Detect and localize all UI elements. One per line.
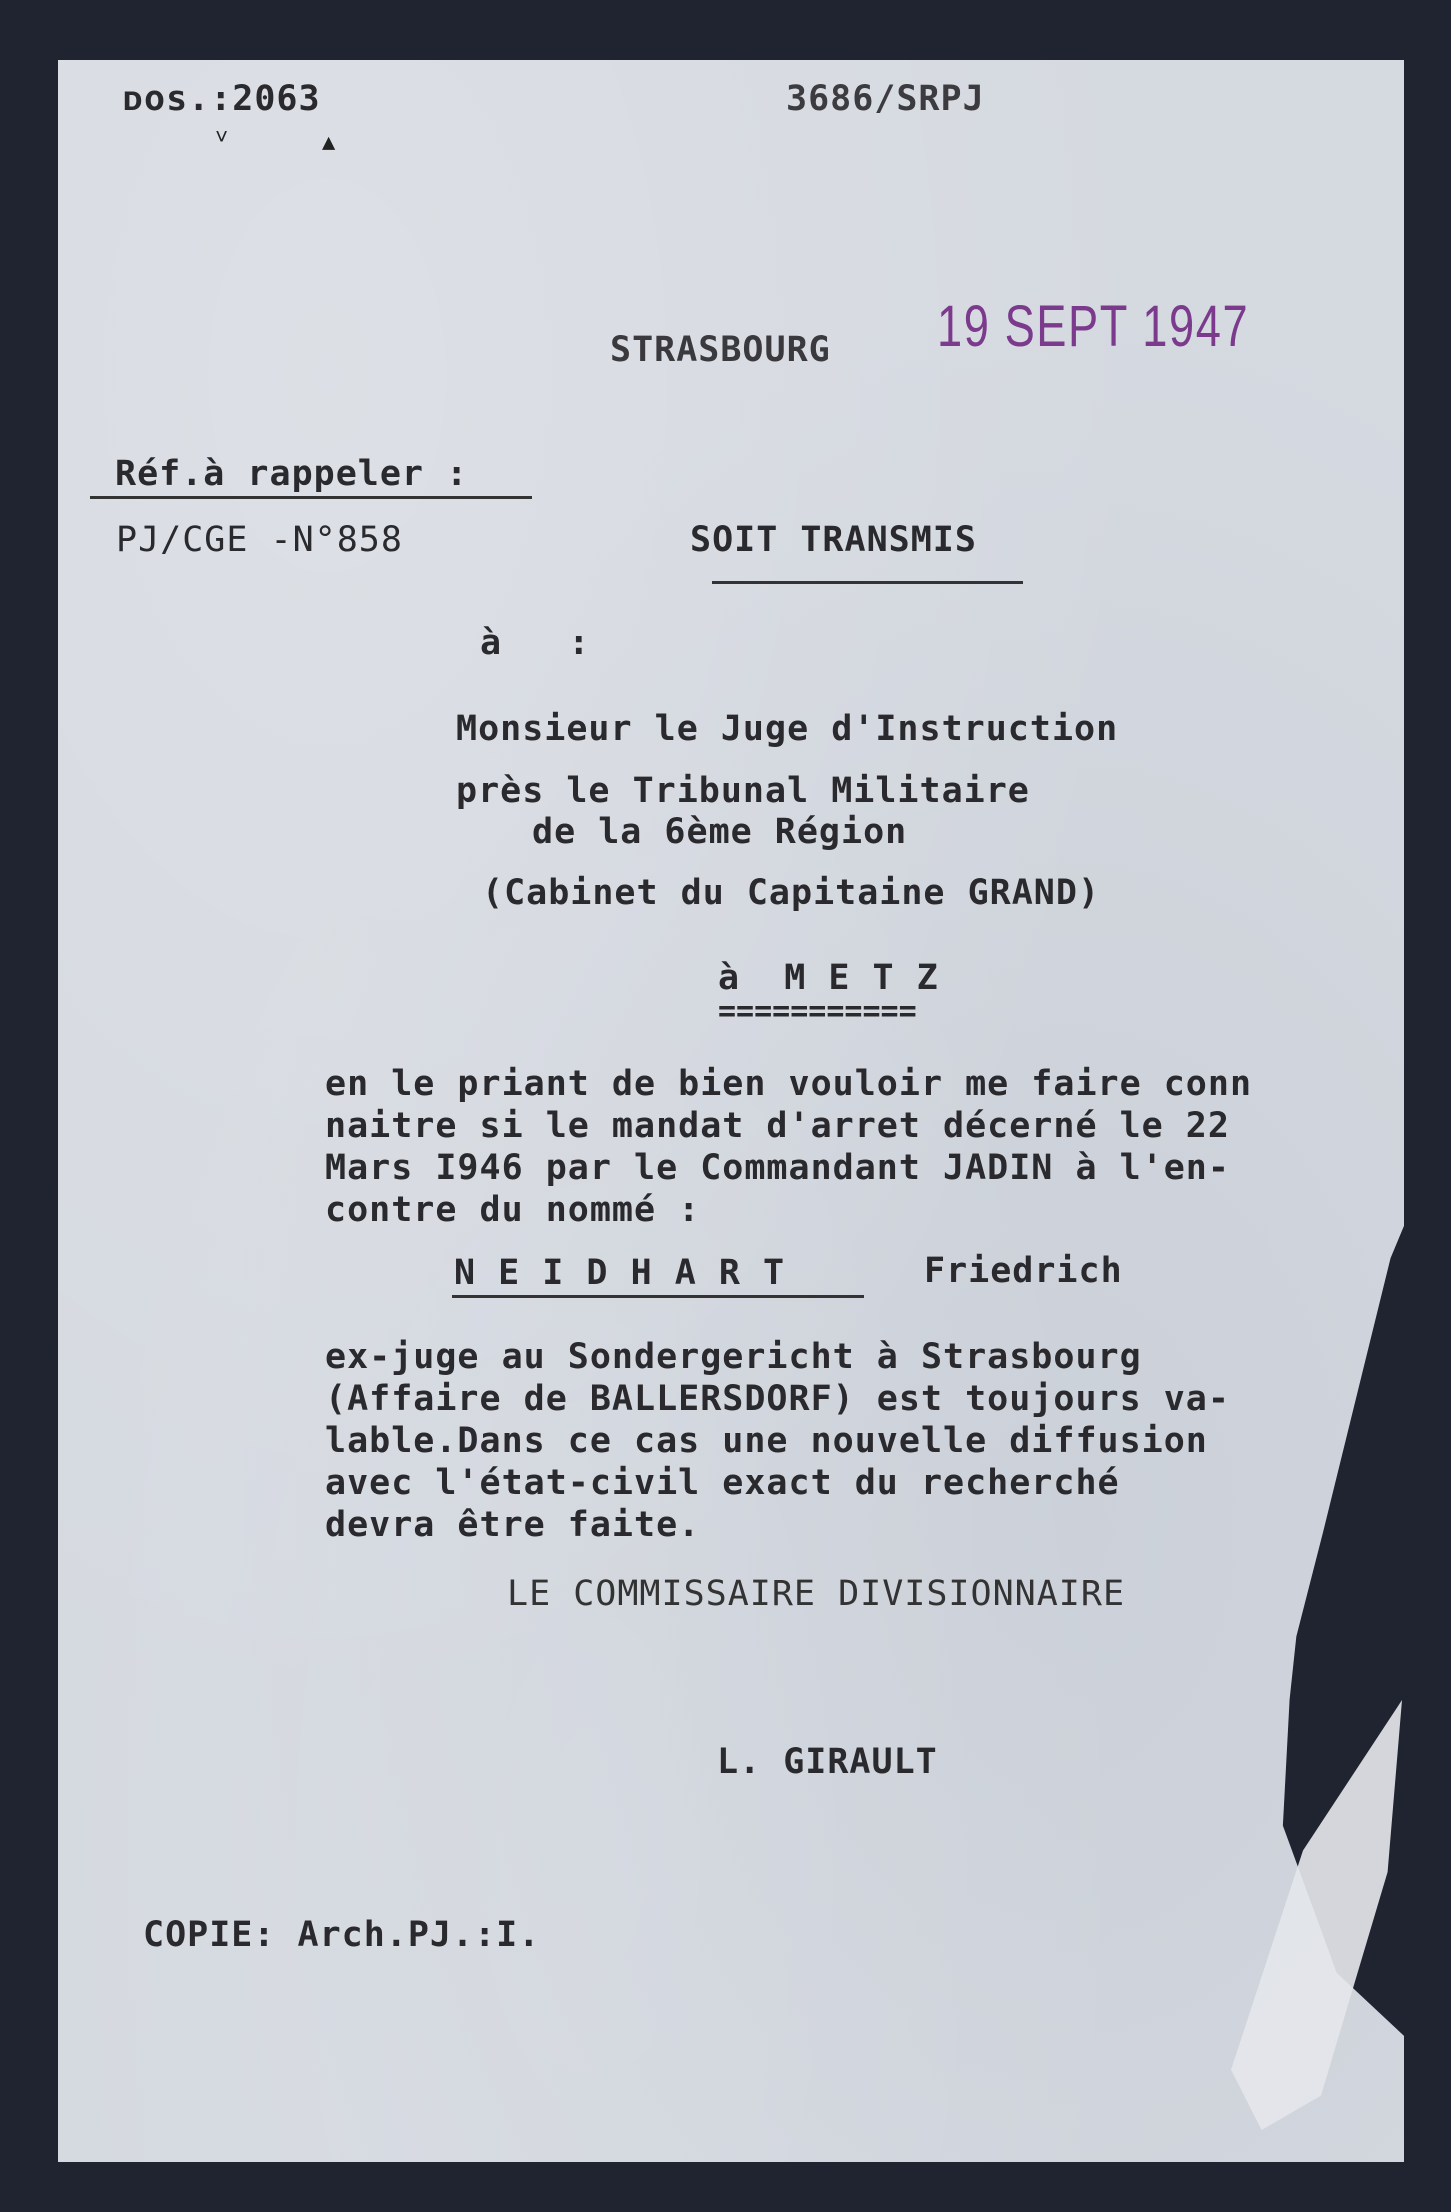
reference-label: Réf.à rappeler : xyxy=(115,454,469,494)
recipient-line-1: Monsieur le Juge d'Instruction xyxy=(456,709,1119,749)
body-line-8: avec l'état-civil exact du recherché xyxy=(325,1463,1120,1503)
body-line-6: (Affaire de BALLERSDORF) est toujours va- xyxy=(325,1379,1230,1419)
body-line-4: contre du nommé : xyxy=(325,1190,701,1230)
body-line-1: en le priant de bien vouloir me faire conn xyxy=(325,1064,1253,1104)
city-header: STRASBOURG xyxy=(610,330,831,370)
body-line-2: naitre si le mandat d'arret décerné le 22 xyxy=(325,1106,1230,1146)
recipient-to: à : xyxy=(480,623,591,663)
date-stamp: 19 SEPT 1947 xyxy=(937,294,1250,359)
person-given-name: Friedrich xyxy=(924,1251,1123,1291)
recipient-city: à M E T Z xyxy=(718,958,939,998)
copy-note: COPIE: Arch.PJ.:I. xyxy=(143,1915,541,1955)
ink-mark: ˅ xyxy=(215,125,229,150)
body-line-9: devra être faite. xyxy=(325,1505,701,1545)
dossier-number: ᴅos.:2063 xyxy=(122,79,321,119)
recipient-line-4: (Cabinet du Capitaine GRAND) xyxy=(482,873,1101,913)
person-surname-underline xyxy=(452,1295,864,1298)
signatory-name: L. GIRAULT xyxy=(717,1742,938,1782)
signatory-title: LE COMMISSAIRE DIVISIONNAIRE xyxy=(507,1574,1126,1614)
recipient-line-2: près le Tribunal Militaire xyxy=(456,771,1030,811)
body-line-7: lable.Dans ce cas une nouvelle diffusion xyxy=(325,1421,1208,1461)
body-line-5: ex-juge au Sondergericht à Strasbourg xyxy=(325,1337,1142,1377)
reference-top: 3686/SRPJ xyxy=(786,79,985,119)
person-surname: N E I D H A R T xyxy=(454,1253,786,1293)
reference-label-underline xyxy=(90,496,532,499)
recipient-city-underline: =========== xyxy=(718,994,917,1029)
body-line-3: Mars I946 par le Commandant JADIN à l'en- xyxy=(325,1148,1230,1188)
ink-mark: ▲ xyxy=(322,130,336,155)
heading: SOIT TRANSMIS xyxy=(690,520,977,560)
reference-value: PJ/CGE -N°858 xyxy=(116,520,403,560)
heading-underline xyxy=(712,581,1023,584)
recipient-line-3: de la 6ème Région xyxy=(532,812,908,852)
